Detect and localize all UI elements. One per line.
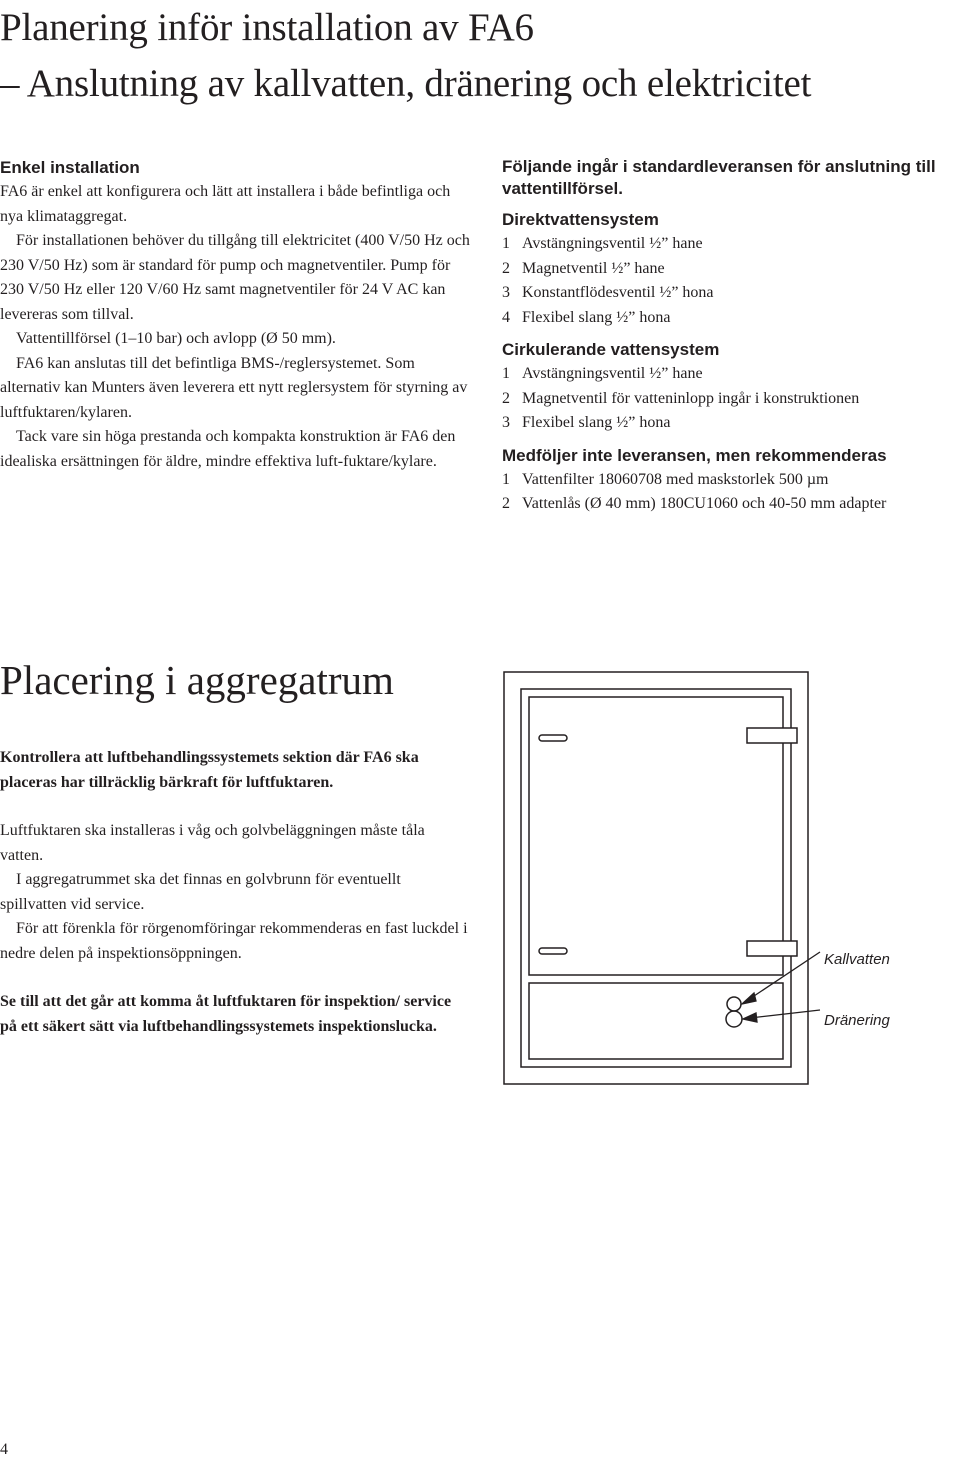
recommended-heading: Medföljer inte leveransen, men rekommenderas	[502, 445, 887, 465]
intro-paragraph: Tack vare sin höga prestanda och kompakta konstruktion är FA6 den idealiska ersättningen för äldre, mindre effektiva luft-fuktare/kylare.	[0, 428, 456, 470]
list-item: 2 Vattenlås (Ø 40 mm) 180CU1060 och 40-50 mm adapter	[502, 495, 887, 512]
hatch-fixed-panel	[529, 983, 783, 1059]
placement-paragraph: För att förenkla för rörgenomföringar rekommenderas en fast luckdel i nedre delen på inspektionsöppningen.	[0, 920, 468, 962]
intro-heading: Enkel installation	[0, 158, 140, 177]
list-item: 2 Magnetventil ½” hane	[502, 259, 665, 277]
upper-latch	[539, 735, 567, 741]
inspection-hatch-diagram	[500, 668, 960, 1088]
placement-paragraph: I aggregatrummet ska det finnas en golvbrunn för eventuellt spillvatten vid service.	[0, 871, 401, 913]
page-title-line-1: Planering inför installation av FA6	[0, 6, 534, 49]
recommended-list	[502, 468, 960, 517]
list-item: 3 Flexibel slang ½” hona	[502, 414, 671, 431]
list-item: 3 Konstantflödesventil ½” hona	[502, 284, 714, 301]
placement-section	[0, 746, 470, 1039]
direct-water-heading: Direktvattensystem	[502, 210, 659, 229]
cold-water-pipe-icon	[727, 997, 741, 1011]
cold-water-arrow-head-icon	[742, 993, 756, 1004]
page-title-line-2: – Anslutning av kallvatten, dränering och elektricitet	[0, 62, 812, 105]
direct-water-list	[502, 232, 960, 330]
drain-label: Dränering	[824, 1012, 890, 1029]
top-hinge	[747, 728, 797, 743]
cold-water-arrow-line	[748, 952, 820, 1000]
hatch-inner-frame	[521, 689, 791, 1067]
placement-title: Placering i aggregatrum	[0, 657, 394, 703]
page-title	[0, 0, 960, 112]
lower-latch	[539, 948, 567, 954]
placement-paragraph: Luftfuktaren ska installeras i våg och golvbeläggningen måste tåla vatten.	[0, 822, 425, 864]
intro-paragraph: För installationen behöver du tillgång till elektricitet (400 V/50 Hz och 230 V/50 Hz) som är standard för pump och magnetventiler. Pump för 230 V/50 Hz eller 120 V/60 Hz samt magnetventiler för 24 V AC kan levereras som tillval.	[0, 232, 470, 323]
hatch-drawing	[500, 668, 960, 1088]
page-number: 4	[0, 1441, 8, 1458]
circulating-water-list	[502, 362, 960, 436]
intro-paragraph: Vattentillförsel (1–10 bar) och avlopp (Ø 50 mm).	[16, 330, 336, 347]
placement-bold-intro: Kontrollera att luftbehandlingssystemets sektion där FA6 ska placeras har tillräcklig bärkraft för luftfuktaren.	[0, 749, 419, 791]
intro-paragraph: FA6 är enkel att konfigurera och lätt att installera i både befintliga och nya klimataggregat.	[0, 183, 451, 225]
drain-arrow-head-icon	[743, 1013, 757, 1022]
cold-water-label: Kallvatten	[824, 951, 890, 968]
list-item: 1 Avstängningsventil ½” hane	[502, 235, 703, 252]
drain-arrow-line	[750, 1010, 820, 1018]
standard-delivery-heading: Följande ingår i standardleveransen för anslutning till vattentillförsel.	[502, 157, 936, 198]
list-item: 1 Avstängningsventil ½” hane	[502, 365, 703, 382]
intro-section	[0, 156, 470, 474]
intro-paragraph: FA6 kan anslutas till det befintliga BMS-/reglersystemet. Som alternativ kan Munters även leverera ett nytt reglersystem för styrning av luftfuktaren/kylaren.	[0, 354, 468, 421]
placement-bold-outro: Se till att det går att komma åt luftfuktaren för inspektion/ service på ett säkert sätt via luftbehandlingssystemets inspektionslucka.	[0, 993, 452, 1035]
standard-delivery-section	[502, 156, 960, 517]
list-item: 2 Magnetventil för vatteninlopp ingår i konstruktionen	[502, 389, 860, 407]
drain-pipe-icon	[726, 1011, 742, 1027]
bottom-hinge	[747, 941, 797, 956]
list-item: 4 Flexibel slang ½” hona	[502, 308, 671, 326]
circulating-water-heading: Cirkulerande vattensystem	[502, 340, 720, 359]
list-item: 1 Vattenfilter 18060708 med maskstorlek 500 µm	[502, 470, 829, 488]
